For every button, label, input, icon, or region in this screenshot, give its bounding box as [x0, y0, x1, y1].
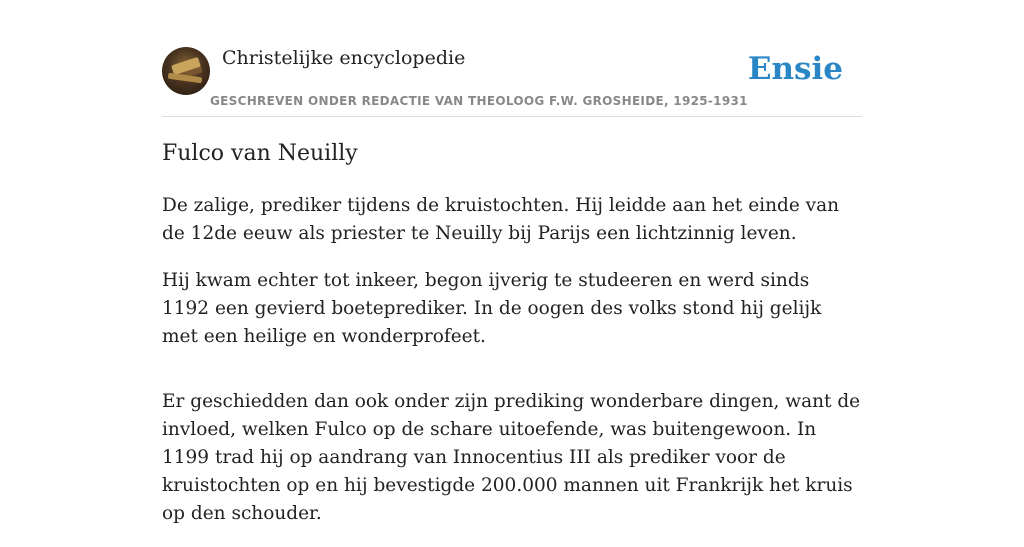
encyclopedia-logo-image[interactable] [162, 47, 210, 95]
article-title: Fulco van Neuilly [162, 141, 358, 166]
book-icon [171, 57, 201, 75]
ensie-logo-link[interactable]: Ensie [747, 51, 843, 87]
article-paragraph: Hij kwam echter tot inkeer, begon ijverig te studeeren en werd sinds 1192 een gevierd boeteprediker. In de oogen des volks stond hij gelijk met een heilige en wonderprofeet. [162, 270, 822, 347]
book-icon [168, 73, 203, 84]
encyclopedia-subtitle: GESCHREVEN ONDER REDACTIE VAN THEOLOOG F.W. GROSHEIDE, 1925-1931 [210, 94, 748, 108]
site-header [162, 46, 862, 117]
article-paragraph: De zalige, prediker tijdens de kruistochten. Hij leidde aan het einde van de 12de eeuw als priester te Neuilly bij Parijs een lichtzinnig leven. [162, 195, 840, 244]
article-paragraph: Er geschiedden dan ook onder zijn prediking wonderbare dingen, want de invloed, welken Fulco op de schare uitoefende, was buitengewoon. In 1199 trad hij op aandrang van Innocentius III als prediker voor de kruistochten op en hij bevestigde 200.000 mannen uit Frankrijk het kruis op den schouder. [162, 391, 861, 524]
encyclopedia-title-link[interactable]: Christelijke encyclopedie [222, 47, 466, 69]
article [162, 140, 862, 547]
